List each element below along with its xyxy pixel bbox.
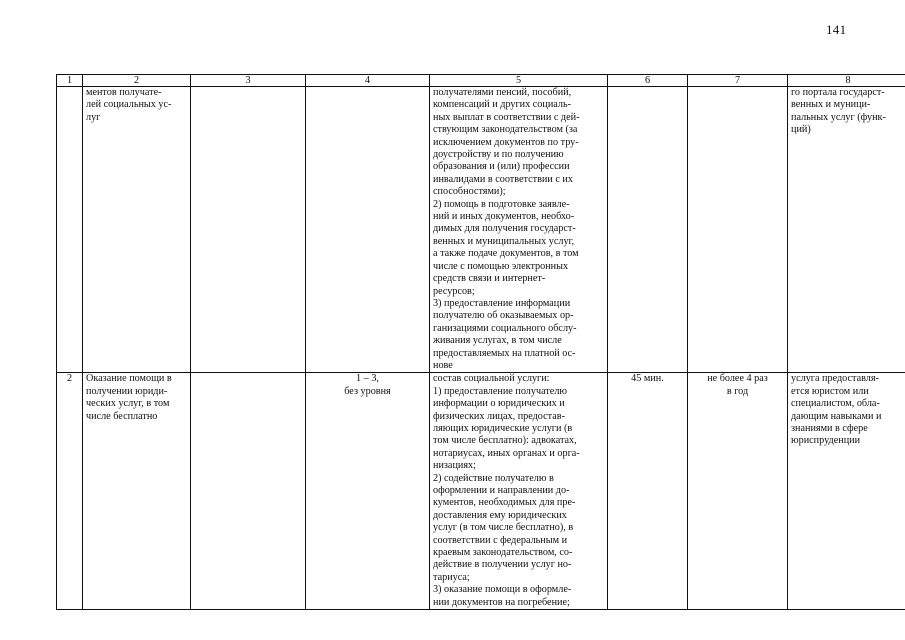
level-cell (306, 87, 430, 373)
column-header: 3 (191, 75, 306, 87)
column-header: 7 (688, 75, 788, 87)
conditions-cell: услуга предоставля- ется юристом или специалистом, обла- дающим навыками и знаниями в сфере юриспруденции (788, 373, 905, 610)
column-header: 6 (608, 75, 688, 87)
frequency-cell (688, 87, 788, 373)
column-header: 4 (306, 75, 430, 87)
duration-cell (608, 87, 688, 373)
service-name-cell: Оказание помощи в получении юриди- ческих услуг, в том числе бесплатно (83, 373, 191, 610)
table-row (57, 373, 905, 610)
table-row (57, 87, 905, 373)
table-cell (191, 87, 306, 373)
level-cell: 1 – 3, без уровня (306, 373, 430, 610)
service-description-cell: состав социальной услуги: 1) предоставление получателю информации о юридических и физических лицах, предостав- ляющих юридические услуги (в том числе бесплатно): адвокатах, нотариусах, иных органах и орга- низациях; 2) содействие получателю в оформлении и направлении до- кументов, необходимых для пре- доставления ему юридических услуг (в том числе бесплатно), в соответствии с федеральным и краевым законодательством, со- действие в получении услуг но- тариуса; 3) оказание помощи в оформле- нии документов на погребение; (430, 373, 608, 610)
column-number-row (57, 75, 905, 87)
table-cell (191, 373, 306, 610)
page-number: 141 (826, 22, 847, 37)
frequency-cell: не более 4 раз в год (688, 373, 788, 610)
services-table (56, 74, 905, 610)
column-header: 2 (83, 75, 191, 87)
column-header: 8 (788, 75, 905, 87)
service-name-cell: ментов получате- лей социальных ус- луг (83, 87, 191, 373)
row-number-cell (57, 87, 83, 373)
duration-cell: 45 мин. (608, 373, 688, 610)
column-header: 1 (57, 75, 83, 87)
service-description-cell: получателями пенсий, пособий, компенсаций и других социаль- ных выплат в соответствии с дей- ствующим законодательством (за исключением документов по тру- доустройству и по получению образования и (или) профессии инвалидами в соответствии с их способностями); 2) помощь в подготовке заявле- ний и иных документов, необхо- димых для получения государст- венных и муниципальных услуг, а также подаче документов, в том числе с помощью электронных средств связи и интернет- ресурсов; 3) предоставление информации получателю об оказываемых ор- ганизациями социального обслу- живания услугах, в том числе предоставляемых на платной ос- нове (430, 87, 608, 373)
row-number-cell: 2 (57, 373, 83, 610)
conditions-cell: го портала государст- венных и муници- пальных услуг (функ- ций) (788, 87, 905, 373)
column-header: 5 (430, 75, 608, 87)
